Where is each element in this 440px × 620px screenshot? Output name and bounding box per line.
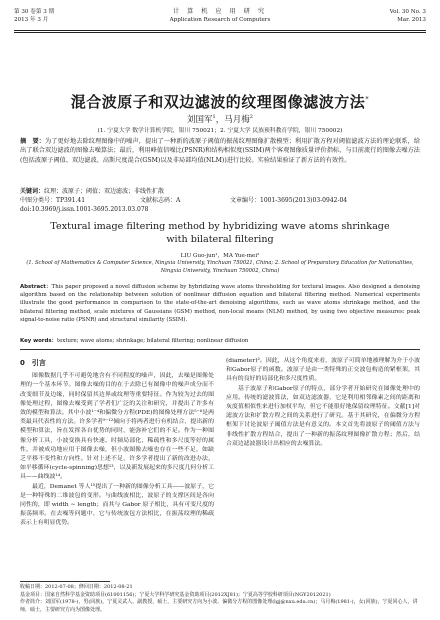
keywords-en-label: Key words： (20, 338, 57, 344)
keywords-zh (20, 187, 420, 196)
author-separator: ， (215, 115, 225, 125)
keywords-zh-text: 纹理；波原子；阈值；双边滤波；非线性扩散 (44, 188, 165, 195)
journal-name-en: Application Research of Computers (169, 17, 271, 23)
body-paragraph: (diameter)²。因此，从这个角度来看，波原子可简单地被理解为介于小波和Gabor原子的函数。波原子是由一类特殊的正交波包构造的紧框架，其具有的良好的局部化和多尺度性质。 (226, 358, 420, 383)
authors-en: LIU Guo-jun¹，MA Yue-mei² (180, 253, 260, 259)
keywords-en-text: texture; wave atoms; shrinkage; bilateral filtering; nonlinear diffusion (56, 338, 249, 344)
abstract-en (20, 283, 420, 324)
header-rule-thin (14, 32, 426, 33)
date-en: Mar. 2013 (397, 17, 426, 23)
body-paragraph: 最近，Demanet 等人¹⁵提出了一种新的图像分析工具——波原子，它是一种特殊的二维波包的变形。与曲线波相比，波原子的支撑区间是各向同性的，即 width ∼ length；而其与 Gabor 原子相比，具有可变尺度的振荡频率。在去噪等问题中，它与传统波包方法相比，在振荡纹理的稀疏表示上有明显优势。 (20, 483, 214, 527)
author-2: 马月梅 (224, 115, 250, 125)
article-number: 文章编号：1001-3695(2013)03-0942-04 (230, 197, 348, 204)
header-center (14, 8, 426, 24)
author-1: 刘国军 (187, 115, 213, 125)
abstract-en-label: Abstract： (20, 284, 52, 290)
volume-issue-zh: 第 30 卷第 3 期 (14, 9, 55, 15)
author-2-affil: 2 (249, 114, 253, 121)
abstract-zh-text: 为了更好地去除纹理图像中的噪声，提出了一种新的波原子阈值的振荡纹理图像扩散模型；利用扩散方程对阈值滤波方法的理论联系，给出了联合双边滤波的图像去噪算法；最后，利用峰值信噪比(PSNR)和结构相似度(SSIM)两个客观图像质量评价指标，与目前流行的图像去噪方法(包括波原子阈值、双边滤波、高斯尺度混合(GSM)以及非局部均值(NLM))进行比较。实验结果验证了新方法的有效性。 (20, 138, 421, 164)
clc-number: 中图分类号：TP391.41 (20, 197, 86, 204)
body-column-right (226, 357, 420, 449)
title-footnote-mark: * (365, 95, 370, 103)
footnote-received: 收稿日期：2012-07-08；修回日期：2012-08-21 (20, 584, 133, 590)
abstract-rule (20, 349, 420, 350)
paper-title-en: Textural image filtering method by hybridizing wave atoms shrinkage with bilateral filtering (50, 221, 390, 245)
footnote-rule (20, 581, 110, 582)
classification-line (20, 196, 420, 205)
footnote-fund: 基金项目：国家自然科学基金资助项目(61001156)；宁夏大学科学研究基金资助项目(2012XJ81)；宁夏高等学校科研项目(NGY2012021) (20, 591, 331, 598)
running-header (14, 8, 426, 30)
authors-zh (0, 113, 440, 125)
author-1-affil: 1 (212, 114, 216, 121)
body-paragraph: 图像数据几乎不可避免地含有不同程度的噪声，因此，去噪是图像处理的一个基本环节。图像去噪的目的在于去除已有图像中的噪声成分而不改变细节及边缘，同时保留其边界或纹理等重要特征。作为较为过去的图像处理过程，图像去噪受到了学者们广泛的关注和研究，并提出了许多有效的模型和算法。其中小波¹⁻⁴和偏微分方程(PDE)的图像处理方法⁵⁻⁸是两类最具代表性的方法。许多学者⁹⁻¹²倾向于将两者进行有机结合，提出新的模型和算法，旨在发挥各自优势的同时，能弥补它们的不足。作为一种图像分析工具，小波变换具有快速、时频局部化、稀疏性和多尺度等好的属性，并被成功地应用于图像去噪，但小波图像去噪也存在一些不足，如缺乏平移不变性和方向性。针对上述不足，许多学者提出了新的改进办法，如平移循环(cycle-spinning)思想¹³，以及新发展起来的多尺度几何分析工具——曲线波¹⁴。 (20, 373, 214, 481)
header-right (390, 8, 426, 24)
abstract-zh (20, 137, 420, 165)
date-zh: 2013 年 3 月 (14, 17, 49, 23)
keywords-zh-label: 关键词： (20, 188, 45, 195)
affiliation-en: (1. School of Mathematics & Computer Science, Ningxia University, Yinchuan 750021, China; 2. School of Preparatory Education for Nationalities, Ningxia University, Yinchuan 750002, China) (26, 260, 414, 274)
paper-title-zh (0, 91, 440, 112)
abstract-zh-label: 摘 要： (20, 138, 46, 145)
section-heading: 0 引言 (20, 359, 46, 367)
body-paragraph: 基于波原子和Gabor原子的特点，部分学者开始研究在图像处理中的应用。传统的滤波算法，如双边滤波器，它是利用相邻像素之间的距离和灰度值相似性来进行加权平均，但它不能很好地保留纹理特征。文献[1]对滤波方法和扩散方程之间的关系进行了研究。基于其研究，在偏微分方程框架下讨论波原子阈值方法是有意义的。本文首先将波原子的阈值方法与非线性扩散方程结合，提出了一种新的振荡纹理图像扩散方程；然后，结合双边滤波器设计出相应的去噪算法。 (226, 385, 420, 447)
journal-name-zh: 计 算 机 应 用 研 究 (172, 8, 268, 15)
affiliation-zh: (1. 宁夏大学 数学计算机学院，银川 750021；2. 宁夏大学 民族预科教育学院，银川 750002) (97, 128, 343, 134)
doi: doi:10.3969/j.issn.1001-3695.2013.03.078 (20, 206, 149, 213)
abstract-en-text: This paper proposed a novel diffusion scheme by hybridizing wave atoms thresholding for textural images. Also designed a denoising algorithm based on the relationship between solution of nonlinear diffusion equation and bilateral filtering method. Numerical experiments illustrate the good performance in comparison to the state-of-the-art denoising algorithms, such as wave atoms shrinkage method, and the bilateral filtering method, scale mixtures of Gaussians (GSM) method, non-local means (NLM) method, by using two objective measures: peak signal-to-noise ratio (PSNR) and structural similarity (SSIM). (20, 284, 420, 323)
footnotes (20, 584, 420, 614)
keywords-en (20, 337, 420, 345)
body-column-left (20, 357, 214, 529)
volume-issue-en: Vol. 30 No. 3 (389, 9, 426, 15)
document-code: 文献标志码：A (140, 197, 181, 204)
footnote-bio: 作者简介：刘国军(1978-)，男(回族)，宁夏灵武人，副教授，硕士，主要研究方向为小波、偏微分方程的图像处理(lgj@nxu.edu.cn)；马月梅(1981-)，女(回族)，宁夏同心人，讲师，硕士，主要研究方向为图像处理。 (20, 599, 418, 613)
header-rule (14, 30, 426, 31)
title-text: 混合波原子和双边滤波的纹理图像滤波方法 (70, 93, 366, 111)
